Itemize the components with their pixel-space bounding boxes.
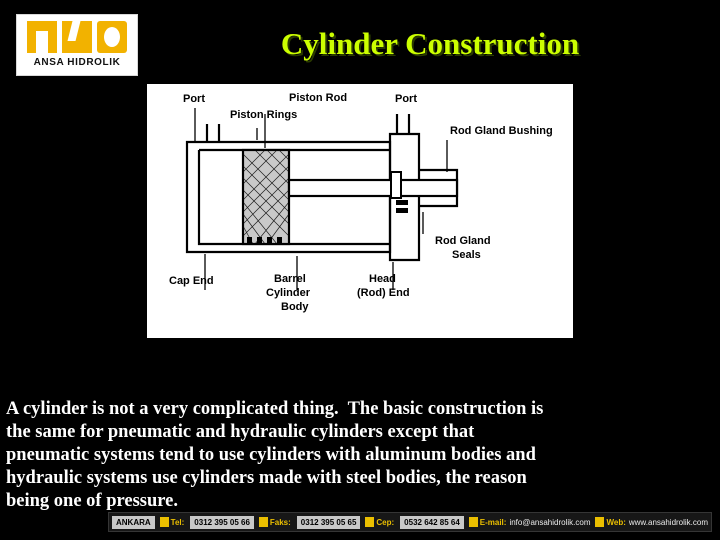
svg-text:Rod Gland Bushing: Rod Gland Bushing bbox=[450, 125, 553, 137]
footer-phone1-label: Tel: bbox=[170, 517, 185, 527]
svg-text:Body: Body bbox=[281, 301, 309, 313]
mail-icon bbox=[469, 517, 478, 527]
body-text bbox=[6, 398, 714, 513]
phone-icon bbox=[160, 517, 169, 527]
svg-text:Barrel: Barrel bbox=[274, 273, 306, 285]
ansa-logo-icon bbox=[25, 20, 131, 54]
company-logo bbox=[16, 14, 138, 76]
footer-fax: 0312 395 05 65 bbox=[297, 516, 361, 529]
cylinder-diagram bbox=[147, 84, 573, 338]
footer-phone2: 0532 642 85 64 bbox=[400, 516, 464, 529]
footer-web[interactable]: www.ansahidrolik.com bbox=[628, 517, 709, 527]
body-line-4: hydraulic systems use cylinders made with steel bodies, the reason bbox=[6, 468, 527, 488]
footer-city: ANKARA bbox=[112, 516, 155, 529]
footer-phone2-label: Cep: bbox=[376, 517, 395, 527]
svg-text:Rod Gland: Rod Gland bbox=[435, 235, 491, 247]
footer-web-label: Web: bbox=[606, 517, 626, 527]
svg-text:(Rod) End: (Rod) End bbox=[357, 287, 410, 299]
footer-phone1: 0312 395 05 66 bbox=[190, 516, 254, 529]
body-line-5: being one of pressure. bbox=[6, 491, 178, 511]
body-line-3: pneumatic systems tend to use cylinders with aluminum bodies and bbox=[6, 445, 536, 465]
contact-footer bbox=[108, 512, 712, 532]
svg-text:Piston Rod: Piston Rod bbox=[289, 92, 348, 104]
svg-text:Cylinder: Cylinder bbox=[266, 287, 311, 299]
globe-icon bbox=[595, 517, 604, 527]
logo-brand-text: ANSA HIDROLIK bbox=[33, 57, 121, 68]
body-line-1: A cylinder is not a very complicated thing. The basic construction is bbox=[6, 399, 544, 419]
footer-email[interactable]: info@ansahidrolik.com bbox=[509, 517, 591, 527]
svg-text:Port: Port bbox=[395, 93, 417, 105]
page-title: Cylinder Construction bbox=[280, 26, 580, 61]
logo-shape-a bbox=[27, 21, 57, 53]
fax-icon bbox=[259, 517, 268, 527]
svg-text:Seals: Seals bbox=[452, 249, 481, 261]
svg-text:Port: Port bbox=[183, 93, 205, 105]
footer-email-label: E-mail: bbox=[479, 517, 507, 527]
footer-fax-label: Faks: bbox=[269, 517, 291, 527]
mobile-icon bbox=[365, 517, 374, 527]
logo-shape-s bbox=[97, 21, 127, 53]
svg-text:Piston Rings: Piston Rings bbox=[230, 109, 298, 121]
svg-text:Cap End: Cap End bbox=[169, 275, 214, 287]
svg-text:Head: Head bbox=[369, 273, 396, 285]
logo-shape-n bbox=[62, 21, 92, 53]
body-line-2: the same for pneumatic and hydraulic cylinders except that bbox=[6, 422, 475, 442]
